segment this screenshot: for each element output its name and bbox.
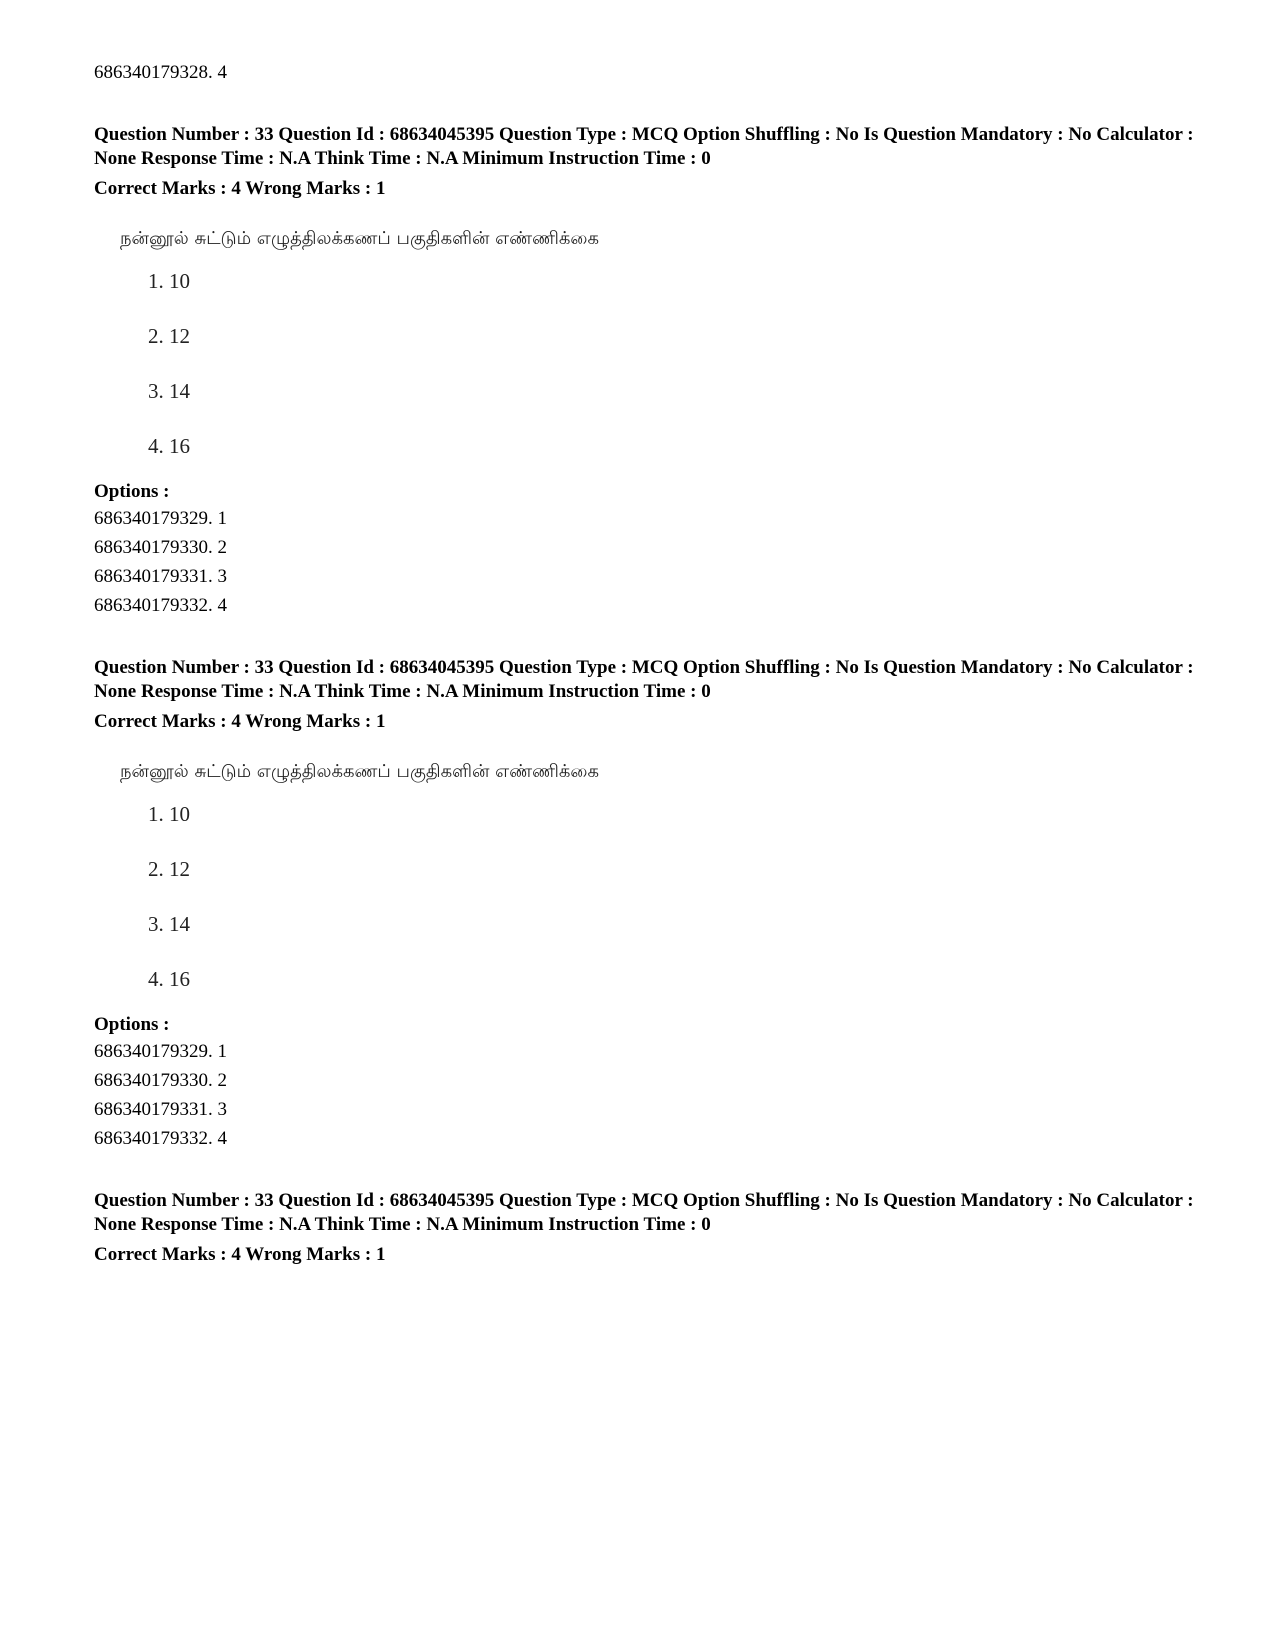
option-line: 686340179328. 4 bbox=[94, 62, 227, 83]
question-block bbox=[94, 123, 1214, 620]
question-marks: Correct Marks : 4 Wrong Marks : 1 bbox=[94, 711, 386, 732]
question-text: நன்னூல் சுட்டும் எழுத்திலக்கணப் பகுதிகளின் எண்ணிக்கை bbox=[120, 761, 599, 782]
option-line: 686340179329. 1 bbox=[94, 1041, 227, 1062]
options-label: Options : bbox=[94, 481, 170, 502]
question-marks: Correct Marks : 4 Wrong Marks : 1 bbox=[94, 178, 386, 199]
question-choice: 4. 16 bbox=[148, 967, 190, 991]
question-choice: 1. 10 bbox=[148, 802, 190, 826]
question-choice: 3. 14 bbox=[148, 379, 190, 403]
question-choice: 3. 14 bbox=[148, 912, 190, 936]
question-header: Question Number : 33 Question Id : 68634045395 Question Type : MCQ Option Shuffling : No Is Question Mandatory : No Calculator : None Response Time : N.A Think Time : N.A Minimum Instruction Time : 0 bbox=[94, 657, 1194, 702]
question-choice: 1. 10 bbox=[148, 269, 190, 293]
question-text: நன்னூல் சுட்டும் எழுத்திலக்கணப் பகுதிகளின் எண்ணிக்கை bbox=[120, 228, 599, 249]
option-line: 686340179330. 2 bbox=[94, 537, 227, 558]
option-line: 686340179331. 3 bbox=[94, 1099, 227, 1120]
question-marks: Correct Marks : 4 Wrong Marks : 1 bbox=[94, 1244, 386, 1265]
question-choices bbox=[148, 269, 1214, 459]
question-content bbox=[120, 227, 1214, 459]
question-content bbox=[120, 760, 1214, 992]
option-line: 686340179331. 3 bbox=[94, 566, 227, 587]
question-header: Question Number : 33 Question Id : 68634045395 Question Type : MCQ Option Shuffling : No Is Question Mandatory : No Calculator : None Response Time : N.A Think Time : N.A Minimum Instruction Time : 0 bbox=[94, 124, 1194, 169]
question-block bbox=[94, 1189, 1214, 1267]
option-line: 686340179332. 4 bbox=[94, 595, 227, 616]
question-choice: 4. 16 bbox=[148, 434, 190, 458]
question-choice: 2. 12 bbox=[148, 857, 190, 881]
question-header: Question Number : 33 Question Id : 68634045395 Question Type : MCQ Option Shuffling : No Is Question Mandatory : No Calculator : None Response Time : N.A Think Time : N.A Minimum Instruction Time : 0 bbox=[94, 1190, 1194, 1235]
question-block bbox=[94, 656, 1214, 1153]
question-choices bbox=[148, 802, 1214, 992]
option-line: 686340179329. 1 bbox=[94, 508, 227, 529]
options-label: Options : bbox=[94, 1014, 170, 1035]
option-line: 686340179332. 4 bbox=[94, 1128, 227, 1149]
option-line: 686340179330. 2 bbox=[94, 1070, 227, 1091]
question-choice: 2. 12 bbox=[148, 324, 190, 348]
